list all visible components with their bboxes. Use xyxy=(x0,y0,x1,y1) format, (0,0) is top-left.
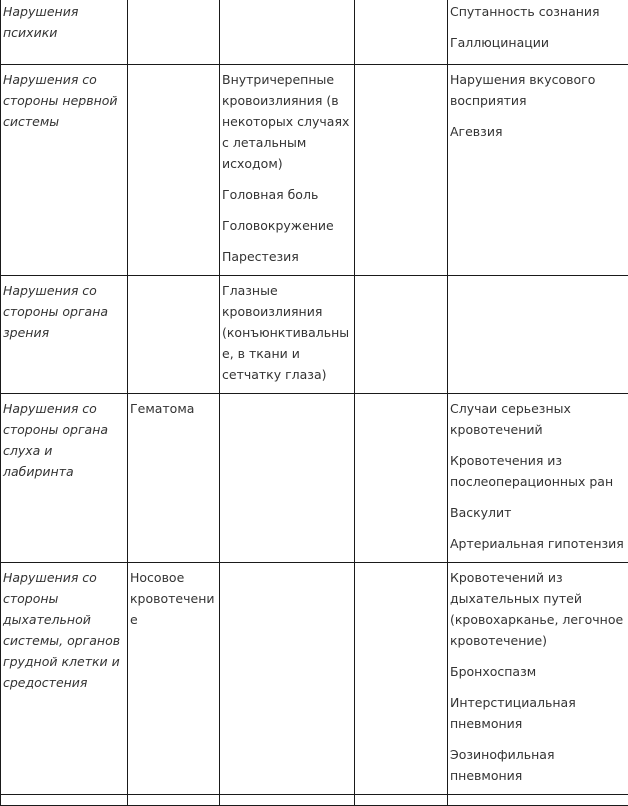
table-cell xyxy=(448,0,628,65)
reaction-text: Бронхоспазм xyxy=(450,661,626,682)
reaction-text: Спутанность сознания xyxy=(450,1,626,22)
reaction-text: Внутричерепные кровоизлияния (в некоторых случаях с летальным исходом) xyxy=(222,69,352,174)
reaction-text: Головокружение xyxy=(222,215,352,236)
table-cell xyxy=(128,795,220,806)
category-label: Нарушения со стороны дыхательной системы, органов грудной клетки и средостения xyxy=(3,570,120,690)
table-cell xyxy=(355,394,448,563)
category-cell xyxy=(1,563,128,795)
table-cell xyxy=(220,65,355,276)
category-cell xyxy=(1,394,128,563)
table-cell xyxy=(128,276,220,394)
table-cell xyxy=(355,65,448,276)
table-cell xyxy=(1,795,128,806)
table-cell xyxy=(128,0,220,65)
table-row xyxy=(1,276,628,394)
table-cell xyxy=(448,394,628,563)
category-cell xyxy=(1,65,128,276)
category-label: Нарушения со стороны органа слуха и лабиринта xyxy=(3,401,108,479)
table-cell xyxy=(220,276,355,394)
reaction-text: Носовое кровотечение xyxy=(130,567,217,630)
table-cell xyxy=(220,394,355,563)
reaction-text: Парестезия xyxy=(222,246,352,267)
reaction-text: Артериальная гипотензия xyxy=(450,533,626,554)
table-row xyxy=(1,0,628,65)
reaction-text: Интерстициальная пневмония xyxy=(450,692,626,734)
reaction-text: Головная боль xyxy=(222,184,352,205)
category-label: Нарушения со стороны органа зрения xyxy=(3,283,108,340)
table-cell xyxy=(448,795,628,806)
table-cell xyxy=(355,0,448,65)
reaction-text: Кровотечения из послеоперационных ран xyxy=(450,450,626,492)
table-cell xyxy=(128,563,220,795)
table-cell xyxy=(128,394,220,563)
category-cell xyxy=(1,0,128,65)
category-cell xyxy=(1,276,128,394)
category-label: Нарушения психики xyxy=(3,4,78,40)
table-cell xyxy=(220,795,355,806)
table-row xyxy=(1,563,628,795)
reaction-text: Агевзия xyxy=(450,121,626,142)
table-cell xyxy=(448,276,628,394)
table-cell xyxy=(448,563,628,795)
reaction-text: Галлюцинации xyxy=(450,32,626,53)
reaction-text: Нарушения вкусового восприятия xyxy=(450,69,626,111)
table-cell xyxy=(355,563,448,795)
table-cell xyxy=(128,65,220,276)
table-row xyxy=(1,65,628,276)
table-cell xyxy=(220,563,355,795)
table-row xyxy=(1,394,628,563)
table-cell xyxy=(355,795,448,806)
table-cell xyxy=(448,65,628,276)
reaction-text: Эозинофильная пневмония xyxy=(450,744,626,786)
table-cell xyxy=(220,0,355,65)
category-label: Нарушения со стороны нервной системы xyxy=(3,72,118,129)
table-cell xyxy=(355,276,448,394)
table-row xyxy=(1,795,628,806)
reaction-text: Случаи серьезных кровотечений xyxy=(450,398,626,440)
reaction-text: Глазные кровоизлияния (конъюнктивальные, в ткани и сетчатку глаза) xyxy=(222,280,352,385)
reaction-text: Кровотечений из дыхательных путей (кровохарканье, легочное кровотечение) xyxy=(450,567,626,651)
reaction-text: Васкулит xyxy=(450,502,626,523)
reaction-text: Гематома xyxy=(130,398,217,419)
